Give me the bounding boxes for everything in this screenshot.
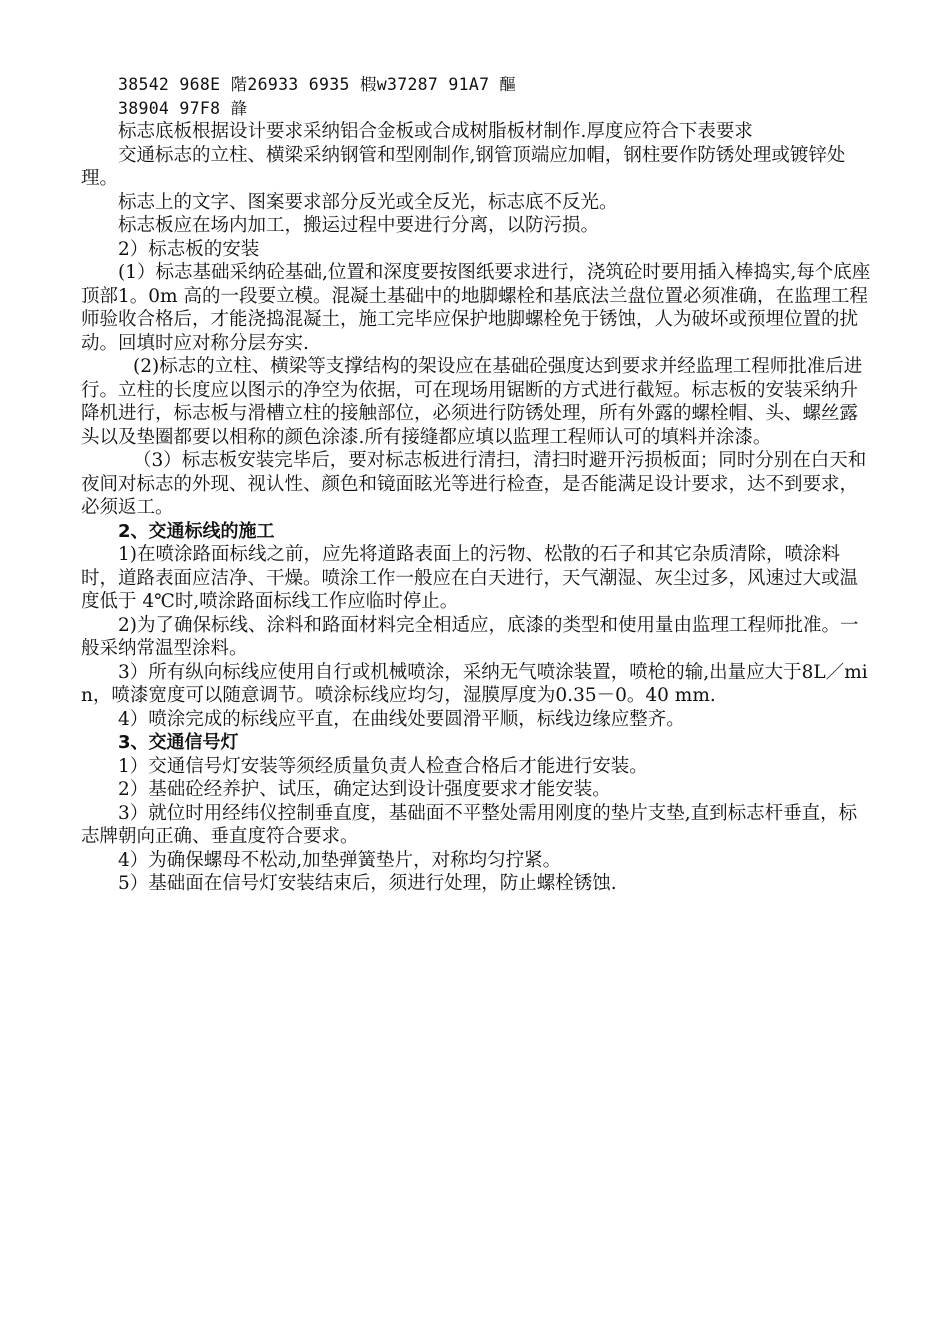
paragraph: 1）交通信号灯安装等须经质量负责人检查合格后才能进行安装。 bbox=[118, 755, 648, 777]
paragraph: 2）基础砼经养护、试压，确定达到设计强度要求才能安装。 bbox=[118, 779, 611, 800]
paragraph: 3）所有纵向标线应使用自行或机械喷涂，采纳无气喷涂装置，喷枪的输,出量应大于8L／min，喷漆宽度可以随意调节。喷涂标线应均匀，湿膜厚度为0.35－0。40 mm. bbox=[81, 661, 868, 706]
paragraph: 3）就位时用经纬仪控制垂直度，基础面不平整处需用刚度的垫片支垫,直到标志杆垂直，标志牌朝向正确、垂直度符合要求。 bbox=[81, 802, 858, 847]
paragraph: (2)标志的立柱、横梁等支撑结构的架设应在基础砼强度达到要求并经监理工程师批准后进行。立柱的长度应以图示的净空为依据，可在现场用锯断的方式进行截短。标志板的安装采纳升降机进行，标志板与滑槽立柱的接触部位，必须进行防锈处理，所有外露的螺栓帽、头、螺丝露头以及垫圈都要以相称的颜色涂漆.所有接缝都应填以监理工程师认可的填料并涂漆。 bbox=[81, 356, 863, 448]
paragraph: 标志上的文字、图案要求部分反光或全反光，标志底不反光。 bbox=[118, 191, 618, 213]
paragraph: 2)为了确保标线、涂料和路面材料完全相适应，底漆的类型和使用量由监理工程师批准。一般采纳常温型涂料。 bbox=[81, 614, 859, 659]
section-heading: 2、交通标线的施工 bbox=[118, 520, 275, 542]
section-heading: 3、交通信号灯 bbox=[118, 732, 239, 753]
subheading: 2）标志板的安装 bbox=[118, 238, 260, 260]
encoded-text-line: 38542 968E 階26933 6935 椵w37287 91A7 醧 bbox=[118, 75, 517, 94]
paragraph: 4）喷涂完成的标线应平直，在曲线处要圆滑平顺，标线边缘应整齐。 bbox=[118, 708, 685, 730]
paragraph: (1）标志基础采纳砼基础,位置和深度要按图纸要求进行，浇筑砼时要用插入棒捣实,每个底座顶部1。0m 高的一段要立模。混凝土基础中的地脚螺栓和基底法兰盘位置必须准确，在监理工程师验收合格后，才能浇捣混凝土，施工完毕应保护地脚螺栓免于锈蚀，人为破坏或预埋位置的扰动。回填时应对称分层夯实. bbox=[81, 262, 871, 354]
paragraph: 5）基础面在信号灯安装结束后，须进行处理，防止螺栓锈蚀. bbox=[118, 873, 617, 894]
document-body bbox=[81, 73, 871, 896]
paragraph: 标志底板根据设计要求采纳铝合金板或合成树脂板材制作.厚度应符合下表要求 bbox=[118, 121, 753, 142]
paragraph: 1)在喷涂路面标线之前，应先将道路表面上的污物、松散的石子和其它杂质清除，喷涂料时，道路表面应洁净、干燥。喷涂工作一般应在白天进行，天气潮湿、灰尘过多，风速过大或温度低于 4℃时,喷涂路面标线工作应临时停止。 bbox=[81, 544, 859, 612]
paragraph: 4）为确保螺母不松动,加垫弹簧垫片，对称均匀拧紧。 bbox=[118, 849, 562, 871]
paragraph: （3）标志板安装完毕后，要对标志板进行清扫，清扫时避开污损板面；同时分别在白天和夜间对标志的外现、视认性、颜色和镜面眩光等进行检查，是否能满足设计要求，达不到要求，必须返工。 bbox=[81, 450, 867, 518]
paragraph: 交通标志的立柱、横梁采纳钢管和型刚制作,钢管顶端应加帽，钢柱要作防锈处理或镀锌处理。 bbox=[81, 144, 846, 189]
paragraph: 标志板应在场内加工，搬运过程中要进行分离，以防污损。 bbox=[118, 215, 600, 236]
encoded-text-line: 38904 97F8 韸 bbox=[118, 98, 248, 118]
